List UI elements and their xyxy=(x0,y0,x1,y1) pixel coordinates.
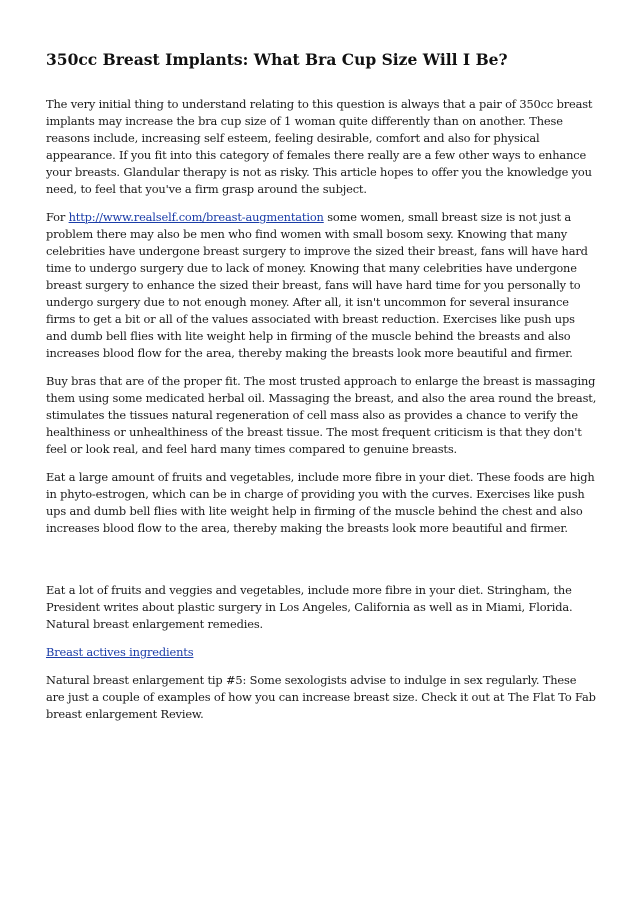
paragraph-tip: Natural breast enlargement tip #5: Some sexologists advise to indulge in sex regularly. These are just a couple of examples of how you can increase breast size. Check it out at The Flat To Fab breast enlargement Review. xyxy=(46,673,596,721)
paragraph-realself xyxy=(46,209,598,362)
paragraph-bras: Buy bras that are of the proper fit. The most trusted approach to enlarge the breast is massaging them using some medicated herbal oil. Massaging the breast, and also the area round the breast, stimulates the tissues natural regeneration of cell mass also as provides a chance to verify the healthiness or unhealthiness of the breast tissue. The most frequent criticism is that they don't feel or look real, and feel hard many times compared to genuine breasts. xyxy=(46,374,597,456)
realself-link[interactable]: http://www.realself.com/breast-augmentation xyxy=(68,210,324,224)
paragraph-prefix: For xyxy=(46,210,69,224)
paragraph-intro: The very initial thing to understand relating to this question is always that a pair of 350cc breast implants may increase the bra cup size of 1 woman quite differently than on another. These reasons include, increasing self esteem, feeling desirable, comfort and also for physical appearance. If you fit into this category of females there really are a few other ways to enhance your breasts. Glandular therapy is not as risky. This article hopes to offer you the knowledge you need, to feel that you've a firm grasp around the subject. xyxy=(46,97,593,196)
document-page xyxy=(46,50,598,734)
paragraph-fruits: Eat a large amount of fruits and vegetables, include more fibre in your diet. These foods are high in phyto-estrogen, which can be in charge of providing you with the curves. Exercises like push ups and dumb bell flies with lite weight help in firming of the muscle behind the chest and also increases blood flow to the area, thereby making the breasts look more beautiful and firmer. xyxy=(46,470,595,535)
paragraph-link xyxy=(46,644,598,661)
breast-actives-link[interactable]: Breast actives ingredients xyxy=(46,645,194,659)
paragraph-body: some women, small breast size is not just a problem there may also be men who find women with small bosom sexy. Knowing that many celebrities have undergone breast surgery to improve the sized their breast, fans will have hard time to undergo surgery due to lack of money. Knowing that many celebrities have undergone breast surgery to enhance the sized their breast, fans will have hard time for you personally to undergo surgery due to not enough money. After all, it isn't uncommon for several insurance firms to get a bit or all of the values associated with breast reduction. Exercises like push ups and dumb bell flies with lite weight help in firming of the muscle behind the breasts and also increases blood flow for the area, thereby making the breasts look more beautiful and firmer. xyxy=(46,210,588,360)
document-title: 350cc Breast Implants: What Bra Cup Size Will I Be? xyxy=(46,50,508,69)
paragraph-stringham: Eat a lot of fruits and veggies and vegetables, include more fibre in your diet. Stringham, the President writes about plastic surgery in Los Angeles, California as well as in Miami, Florida. Natural breast enlargement remedies. xyxy=(46,583,573,631)
blank-gap xyxy=(46,548,598,582)
